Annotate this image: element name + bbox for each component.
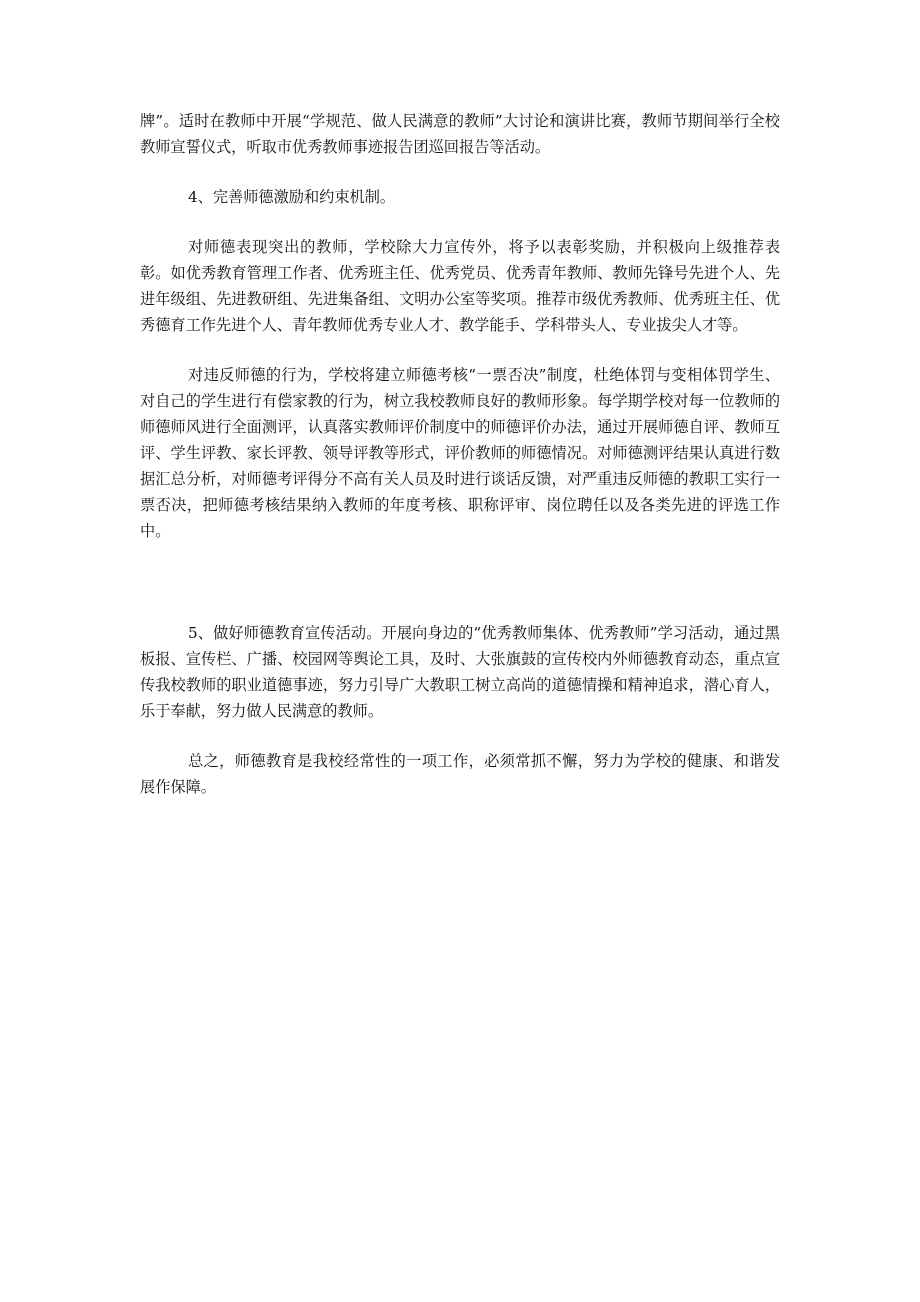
paragraph-constraints: 对违反师德的行为，学校将建立师德考核“一票否决”制度，杜绝体罚与变相体罚学生、对自己的学生进行有偿家教的行为，树立我校教师良好的教师形象。每学期学校对每一位教师的师德师风进行全面测评，认真落实教师评价制度中的师德评价办法，通过开展师德自评、教师互评、学生评教、家长评教、领导评教等形式，评价教师的师德情况。对师德测评结果认真进行数据汇总分析，对师德考评得分不高有关人员及时进行谈话反馈，对严重违反师德的教职工实行一票否决，把师德考核结果纳入教师的年度考核、职称评审、岗位聘任以及各类先进的评选工作中。 — [140, 366, 780, 540]
paragraph-continuation: 牌”。适时在教师中开展“学规范、做人民满意的教师”大讨论和演讲比赛，教师节期间举行全校教师宣誓仪式，听取市优秀教师事迹报告团巡回报告等活动。 — [140, 112, 780, 156]
paragraph-conclusion: 总之，师德教育是我校经常性的一项工作，必须常抓不懈，努力为学校的健康、和谐发展作保障。 — [140, 752, 780, 796]
section-heading-4: 4、完善师德激励和约束机制。 — [188, 188, 396, 206]
paragraph-incentives: 对师德表现突出的教师，学校除大力宣传外，将予以表彰奖励，并积极向上级推荐表彰。如优秀教育管理工作者、优秀班主任、优秀党员、优秀青年教师、教师先锋号先进个人、先进年级组、先进教研组、先进集备组、文明办公室等奖项。推荐市级优秀教师、优秀班主任、优秀德育工作先进个人、青年教师优秀专业人才、教学能手、学科带头人、专业拔尖人才等。 — [140, 238, 780, 334]
paragraph-section-5: 5、做好师德教育宣传活动。开展向身边的“优秀教师集体、优秀教师”学习活动，通过黑板报、宣传栏、广播、校园网等舆论工具，及时、大张旗鼓的宣传校内外师德教育动态，重点宣传我校教师的职业道德事迹，努力引导广大教职工树立高尚的道德情操和精神追求，潜心育人，乐于奉献，努力做人民满意的教师。 — [140, 624, 780, 720]
document-body — [140, 108, 780, 800]
